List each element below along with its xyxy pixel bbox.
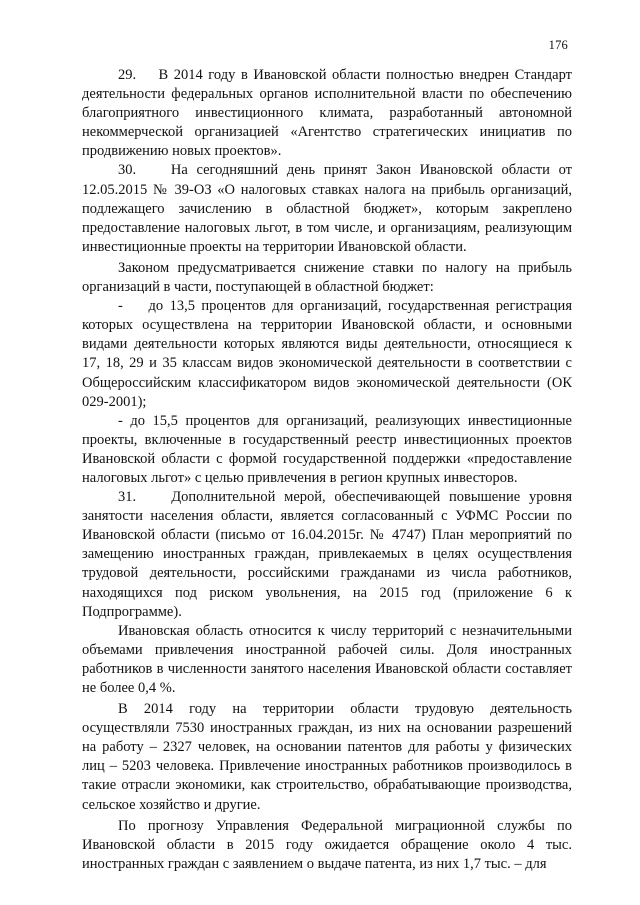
document-body	[82, 66, 572, 874]
paragraph-law-provisions: Законом предусматривается снижение ставки по налогу на прибыль организаций в части, поступающей в областной бюджет:	[82, 259, 572, 296]
paragraph-29: 29. В 2014 году в Ивановской области полностью внедрен Стандарт деятельности федеральных органов исполнительной власти по обеспечению благоприятного инвестиционного климата, разработанный автономной некоммерческой организацией «Агентство стратегических инициатив по продвижению новых проектов».	[82, 67, 572, 160]
paragraph-30: 30. На сегодняшний день принят Закон Ивановской области от 12.05.2015 № 39-ОЗ «О налоговых ставках налога на прибыль организаций, подлежащего зачислению в областной бюджет», которым закреплено предоставление налоговых льгот, в том числе, и организациям, реализующим инвестиционные проекты на территории Ивановской области.	[82, 162, 572, 255]
paragraph-foreign-labor-share: Ивановская область относится к числу территорий с незначительными объемами привлечения иностранной рабочей силы. Доля иностранных работников в численности занятого населения Ивановской области составляет не более 0,4 %.	[82, 622, 572, 696]
list-item-15-5-percent: - до 15,5 процентов для организаций, реализующих инвестиционные проекты, включенные в государственный реестр инвестиционных проектов Ивановской области с формой государственной поддержки «предоставление налоговых льгот» с целью привлечения в регион крупных инвесторов.	[82, 412, 572, 486]
list-item-13-5-percent: - до 13,5 процентов для организаций, государственная регистрация которых осуществлена на территории Ивановской области, и основными видами деятельности которых являются виды деятельности, относящиеся к 17, 18, 29 и 35 классам видов экономической деятельности в соответствии с Общероссийским классификатором видов экономической деятельности (ОК 029-2001);	[82, 298, 572, 410]
paragraph-31: 31. Дополнительной мерой, обеспечивающей повышение уровня занятости населения области, является согласованный с УФМС России по Ивановской области (письмо от 16.04.2015г. № 4747) План мероприятий по замещению иностранных граждан, привлекаемых в целях осуществления трудовой деятельности, российскими гражданами из числа работников, находящихся под риском увольнения, на 2015 год (приложение 6 к Подпрограмме).	[82, 489, 572, 620]
page-number: 176	[548, 38, 568, 52]
paragraph-2015-forecast: По прогнозу Управления Федеральной миграционной службы по Ивановской области в 2015 году ожидается обращение около 4 тыс. иностранных граждан с заявлением о выдаче патента, из них 1,7 тыс. – для	[82, 817, 572, 872]
paragraph-2014-foreign-workers: В 2014 году на территории области трудовую деятельность осуществляли 7530 иностранных граждан, из них на основании разрешений на работу – 2327 человек, на основании патентов для работы у физических лиц – 5203 человека. Привлечение иностранных работников производилось в такие отрасли экономики, как строительство, обрабатывающие производства, сельское хозяйство и другие.	[82, 701, 572, 813]
